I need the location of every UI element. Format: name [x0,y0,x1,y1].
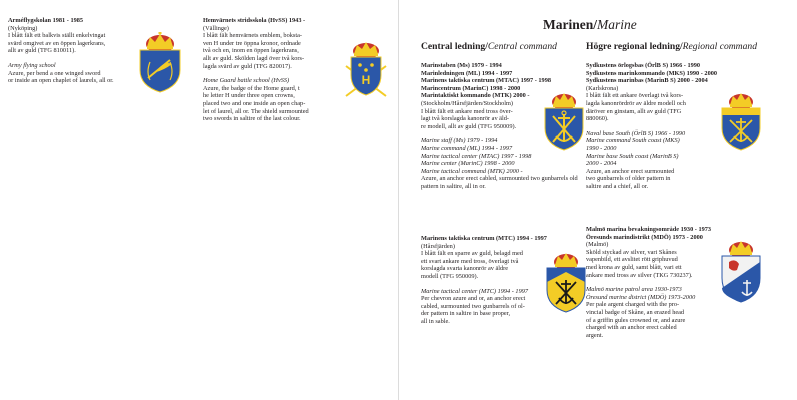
mtc-shield-icon [544,252,588,314]
entry-text-sv: lagda kanonrördrör av äldre modell och [586,99,686,107]
entry-text-en: Azure, an anchor erect cabled, surmounted two gunbarrels old [421,175,578,183]
entry-text-en: he letter H under three open crowns, [203,92,295,100]
heading-sv: Högre regional ledning/ [586,41,683,52]
entry-place: (Vällinge) [203,24,229,32]
entry-text-en: pattern in saltire, all in or. [421,182,486,190]
entry-text-en: Per chevron azure and or, an anchor erect [421,295,526,303]
entry-place: (Karlskrona) [586,84,619,92]
entry-text-en: two swords in saltire of the last colour. [203,115,301,123]
entry-text-en: charged with an anchor erect cabled [586,324,677,332]
entry-title: Arméflygskolan 1981 - 1985 [8,17,84,24]
entry-place: (Nyköping) [8,24,38,32]
heading-en: Regional command [682,41,757,52]
entry-title: Marinledningen (ML) 1994 - 1997 [421,69,513,77]
entry-text-en: argent. [586,331,604,339]
entry-text-sv: I blått fält ett balkvis ställt enkelvingat [8,32,106,40]
entry-text-en: let of laurel, all or. The shield surmounted [203,107,309,115]
entry-title-en: Marine tactical center (MTAC) 1997 - 1998 [421,152,532,160]
entry-title: Sydkustens örlogsbas (ÖrlB S) 1966 - 1990 [586,62,701,69]
entry-title-en: Marine command South coast (MKS) [586,137,680,145]
entry-title-en: Home Guard battle school (HvSS) [203,77,290,85]
entry-place: (Hårsfjärden) [421,242,455,250]
right-page [399,0,797,400]
entry-text-sv: däröver en ginstam, allt av guld (TFG [586,107,682,115]
central-command-heading [421,41,557,52]
entry-text-sv: svärd omgivet av en öppen lagerkrans, [8,39,106,47]
entry-text-sv: ankare med tross av silver (TKG 730237). [586,271,693,279]
sydkustens-shield-icon [719,92,763,152]
heading-en: Central command [487,41,557,52]
entry-text-sv: vapenbild, ett avslitet rött griphuvud [586,256,678,264]
entry-title-en: Marine command (ML) 1994 - 1997 [421,144,513,152]
entry-title-en: Marine base South coast (MarinB S) [586,152,679,160]
entry-text-sv: 880060). [586,115,609,123]
entry-text-en: der pattern in saltire in base proper, [421,310,511,318]
entry-title-en: Naval base South (ÖrlB S) 1966 - 1990 [586,129,686,137]
hemvarnets-stridsskola-entry [203,17,343,123]
entry-text-sv: I blått fält ett ankare överlagt två kors- [586,92,684,100]
entry-title: Hemvärnets stridsskola (HvSS) 1943 - [203,17,306,24]
entry-title: Sydkustens marinkommando (MKS) 1990 - 2000 [586,69,718,77]
entry-text-sv: ven H under tre öppna kronor, ordnade [203,39,301,47]
entry-title: Malmö marina bevakningsområde 1930 - 1973 [586,226,712,233]
entry-text-en: saltire and a chief, all or. [586,182,649,190]
entry-title: Marinstaben (Ms) 1979 - 1994 [421,62,502,69]
entry-text-sv: allt av guld. Skölden lagd över två kors- [203,54,305,62]
entry-place: (Stockholm/Hårsfjärden/Stockholm) [421,99,513,107]
entry-text-en: Azure, an anchor erect surmounted [586,167,675,175]
entry-title-en: Marine center (MarinC) 1998 - 2000 [421,160,515,168]
regional-command-heading [586,41,757,52]
entry-text-en: Per pale argent charged with the pro- [586,301,680,309]
entry-title: Öresunds marindistrikt (MDÖ) 1973 - 2000 [586,233,703,241]
entry-title-en: Marine staff (Ms) 1979 - 1994 [421,137,498,145]
entry-text-sv: I blått fält hemvärnets emblem, boksta- [203,32,302,40]
entry-text-sv: två och en, inom en öppen lagerkrans, [203,47,299,55]
entry-text-sv: allt av guld (TFG 810011). [8,47,76,55]
malmo-shield-icon [719,240,763,304]
entry-text-en: vincial badge of Skåne, an erazed head [586,308,685,316]
marinens-taktiska-centrum-entry [421,235,561,326]
entry-text-sv: lagda svärd av guld (TFG 820017). [203,62,292,70]
entry-text-sv: lagt två korslagda kanonrör av äld- [421,115,509,123]
entry-text-en: placed two and one inside an open chap- [203,99,306,107]
entry-title-en: Öresund marine district (MDÖ) 1973-2000 [586,293,696,301]
entry-text-sv: ett svart ankare med tross, överlagt två [421,257,519,265]
section-title-en: Marine [597,17,637,32]
armeflygskolan-entry [8,17,138,85]
entry-text-en: of a griffin gules crowned or, and azure [586,316,686,324]
entry-title: Marinens taktiska centrum (MTAC) 1997 - 1998 [421,77,552,85]
entry-text-sv: Sköld styckad av silver, vari Skånes [586,248,677,256]
entry-text-sv: I blått fält ett ankare med tross över- [421,107,513,115]
section-title [543,17,637,32]
marinstaben-shield-icon [541,92,587,152]
entry-title-en: Marine tactical center (MTC) 1994 - 1997 [421,287,529,295]
entry-place: (Malmö) [586,241,609,249]
entry-text-sv: re modell, allt av guld (TFG 950009). [421,122,517,130]
left-page [0,0,398,400]
entry-title-en: Malmö marine patrol area 1930-1973 [586,286,682,294]
armeflygskolan-shield-icon [134,32,186,94]
entry-title: Marintaktiskt kommando (MTK) 2000 - [421,92,530,100]
svg-text:H: H [361,73,371,87]
entry-text-sv: korslagda svarta kanonrör av äldre [421,265,509,273]
entry-text-en: Azure, per bend a one winged sword [8,69,101,77]
entry-text-en: or inside an open chaplet of laurels, all or. [8,77,114,85]
section-title-sv: Marinen/ [543,17,597,32]
entry-title-en: Army flying school [8,61,56,69]
entry-title: Marinens taktiska centrum (MTC) 1994 - 1997 [421,235,547,242]
heading-sv: Central ledning/ [421,41,488,52]
entry-text-sv: I blått fält en sparre av guld, belagd med [421,250,523,258]
entry-text-en: all in sable. [421,317,450,325]
entry-title-en: 1990 - 2000 [586,144,617,152]
entry-text-sv: modell (TFG 950009). [421,272,479,280]
entry-text-en: Azure, the badge of the Home guard, t [203,84,300,92]
entry-text-en: cabled, surmounted two gunbarrels of ol- [421,302,525,310]
entry-title: Sydkustens marinbas (MarinB S) 2000 - 2004 [586,77,708,85]
entry-title-en: 2000 - 2004 [586,160,617,168]
entry-title-en: Marine tactical command (MTK) 2000 - [421,167,523,175]
entry-title: Marincentrum (MarinC) 1998 - 2000 [421,84,521,92]
entry-text-en: two gunbarrels of older pattern in [586,175,671,183]
entry-text-sv: med krona av guld, samt blått, vari ett [586,263,682,271]
hemvarnet-shield-icon [340,40,392,100]
